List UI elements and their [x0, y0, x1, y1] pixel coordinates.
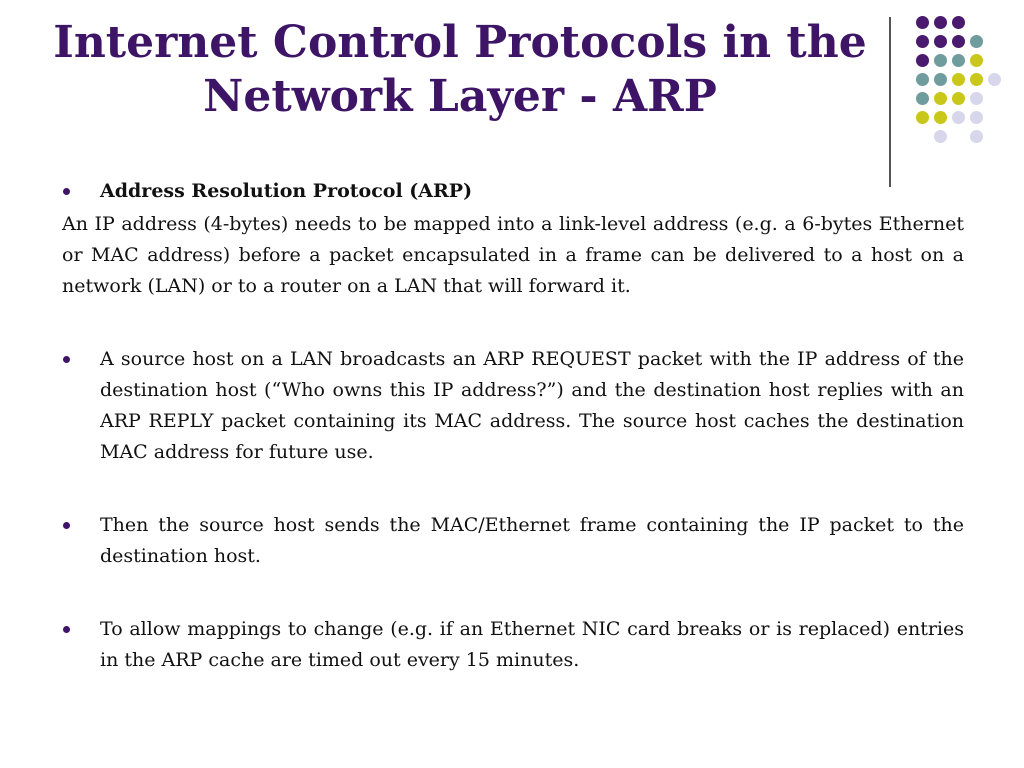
decor-dot: [952, 92, 965, 105]
bullet-text-cache-timeout: To allow mappings to change (e.g. if an Ethernet NIC card breaks or is replaced) entries in the ARP cache are timed out every 15 minutes.: [100, 618, 964, 671]
decor-dot: [952, 54, 965, 67]
decorative-dot-grid: [906, 16, 1016, 166]
bullet-dot: [63, 356, 70, 363]
bullet-item: [62, 510, 964, 572]
decor-dot: [970, 92, 983, 105]
decor-dot: [916, 111, 929, 124]
bullet-dot: [63, 188, 70, 195]
spacer: [62, 302, 964, 344]
decor-dot: [970, 73, 983, 86]
decor-dot: [916, 16, 929, 29]
bullet-text-arp-request: A source host on a LAN broadcasts an ARP REQUEST packet with the IP address of the destination host (“Who owns this IP address?”) and the destination host replies with an ARP REPLY packet containing its MAC address. The source host caches the destination MAC address for future use.: [100, 348, 964, 463]
decor-dot: [970, 35, 983, 48]
slide-title: Internet Control Protocols in the Network Layer - ARP: [53, 17, 867, 122]
intro-paragraph: An IP address (4-bytes) needs to be mapped into a link-level address (e.g. a 6-bytes Ethernet or MAC address) before a packet encapsulated in a frame can be delivered to a host on a network (LAN) or to a router on a LAN that will forward it.: [62, 213, 964, 297]
bullet-item: [62, 614, 964, 676]
section-heading: Address Resolution Protocol (ARP): [100, 180, 473, 202]
slide-body: [62, 176, 964, 676]
decor-dot: [934, 73, 947, 86]
spacer: [62, 572, 964, 614]
bullet-dot: [63, 626, 70, 633]
decor-dot: [970, 54, 983, 67]
decor-dot: [934, 54, 947, 67]
decor-dot: [916, 92, 929, 105]
decor-dot: [952, 111, 965, 124]
decor-dot: [988, 73, 1001, 86]
decor-dot: [934, 111, 947, 124]
decor-dot: [934, 92, 947, 105]
decor-dot: [916, 35, 929, 48]
bullet-text-send-frame: Then the source host sends the MAC/Ethernet frame containing the IP packet to the destination host.: [100, 514, 964, 567]
decor-dot: [934, 16, 947, 29]
decor-dot: [952, 35, 965, 48]
decor-dot: [934, 130, 947, 143]
bullet-dot: [63, 522, 70, 529]
decor-dot: [952, 73, 965, 86]
spacer: [62, 468, 964, 510]
decor-dot: [916, 73, 929, 86]
decor-dot: [934, 35, 947, 48]
bullet-item: [62, 344, 964, 468]
decor-dot: [970, 111, 983, 124]
decor-dot: [916, 54, 929, 67]
bullet-item-heading: [62, 176, 964, 207]
title-divider: [889, 17, 891, 187]
decor-dot: [970, 130, 983, 143]
decor-dot: [952, 16, 965, 29]
